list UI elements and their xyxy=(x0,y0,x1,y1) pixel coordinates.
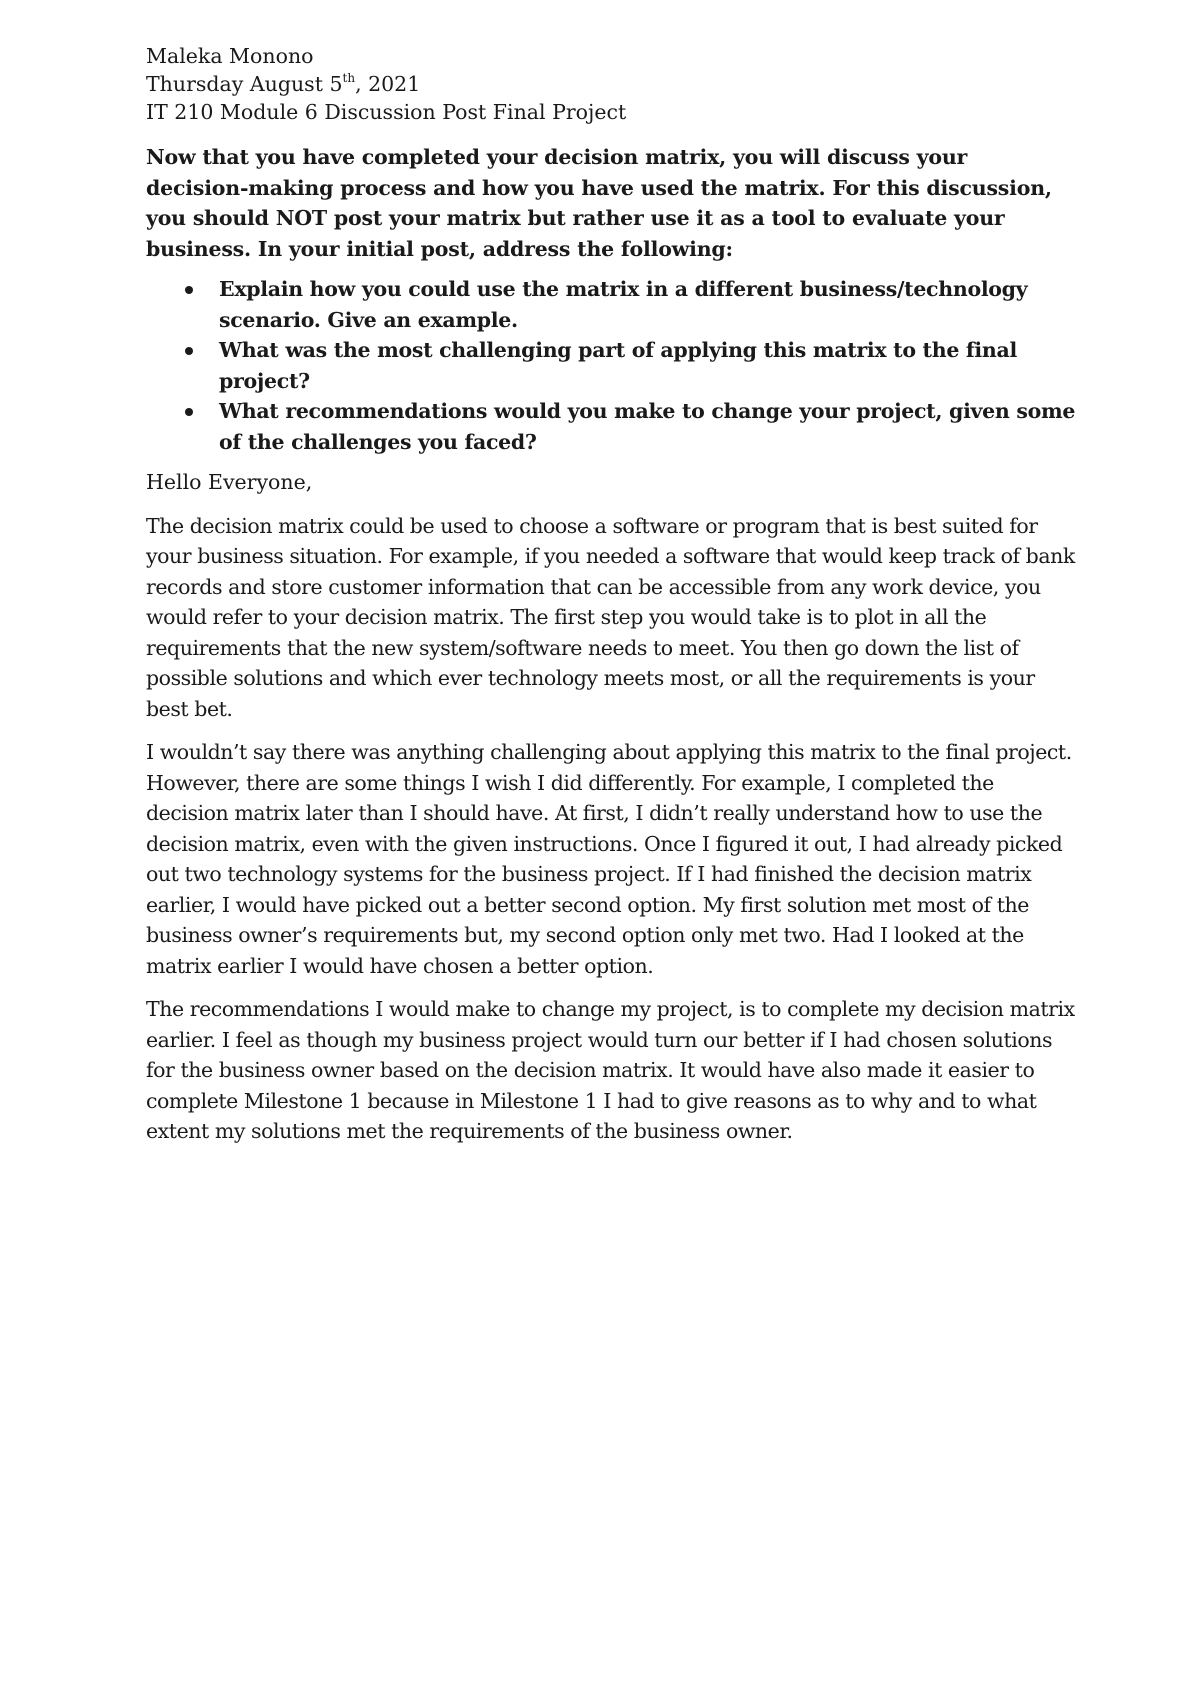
response-paragraph: I wouldn’t say there was anything challenging about applying this matrix to the final project. However, there are some things I wish I did differently. For example, I completed the decision matrix later than I should have. At first, I didn’t really understand how to use the decision matrix, even with the given instructions. Once I figured it out, I had already picked out two technology systems for the business project. If I had finished the decision matrix earlier, I would have picked out a better second option. My first solution met most of the business owner’s requirements but, my second option only met two. Had I looked at the matrix earlier I would have chosen a better option. xyxy=(146,740,1072,978)
question-item xyxy=(219,396,1076,457)
question-text: What was the most challenging part of applying this matrix to the final project? xyxy=(219,338,1017,393)
document-page xyxy=(146,42,1076,1160)
response-paragraph: The decision matrix could be used to choose a software or program that is best suited for your business situation. For example, if you needed a software that would keep track of bank records and store customer information that can be accessible from any work device, you would refer to your decision matrix. The first step you would take is to plot in all the requirements that the new system/software needs to meet. You then go down the list of possible solutions and which ever technology meets most, or all the requirements is your best bet. xyxy=(146,513,1075,721)
date-ordinal-suffix: th xyxy=(342,71,356,86)
author-name: Maleka Monono xyxy=(146,44,314,68)
bullet-icon xyxy=(185,286,193,294)
discussion-prompt: Now that you have completed your decision matrix, you will discuss your decision-making process and how you have used the matrix. For this discussion, you should NOT post your matrix but rather use it as a tool to evaluate your business. In your initial post, address the following: xyxy=(146,145,1052,261)
date-suffix: , 2021 xyxy=(355,72,421,96)
course-title: IT 210 Module 6 Discussion Post Final Project xyxy=(146,100,627,124)
question-text: Explain how you could use the matrix in a different business/technology scenario. Give an example. xyxy=(219,277,1028,332)
question-item xyxy=(219,335,1076,396)
question-list xyxy=(146,274,1076,457)
bullet-icon xyxy=(185,347,193,355)
date-prefix: Thursday August 5 xyxy=(146,72,343,96)
question-item xyxy=(219,274,1076,335)
post-date xyxy=(146,70,1076,98)
greeting: Hello Everyone, xyxy=(146,470,313,494)
bullet-icon xyxy=(185,408,193,416)
response-paragraph: The recommendations I would make to change my project, is to complete my decision matrix earlier. I feel as though my business project would turn our better if I had chosen solutions for the business owner based on the decision matrix. It would have also made it easier to complete Milestone 1 because in Milestone 1 I had to give reasons as to why and to what extent my solutions met the requirements of the business owner. xyxy=(146,997,1075,1143)
question-text: What recommendations would you make to change your project, given some of the challenges you faced? xyxy=(219,399,1076,454)
